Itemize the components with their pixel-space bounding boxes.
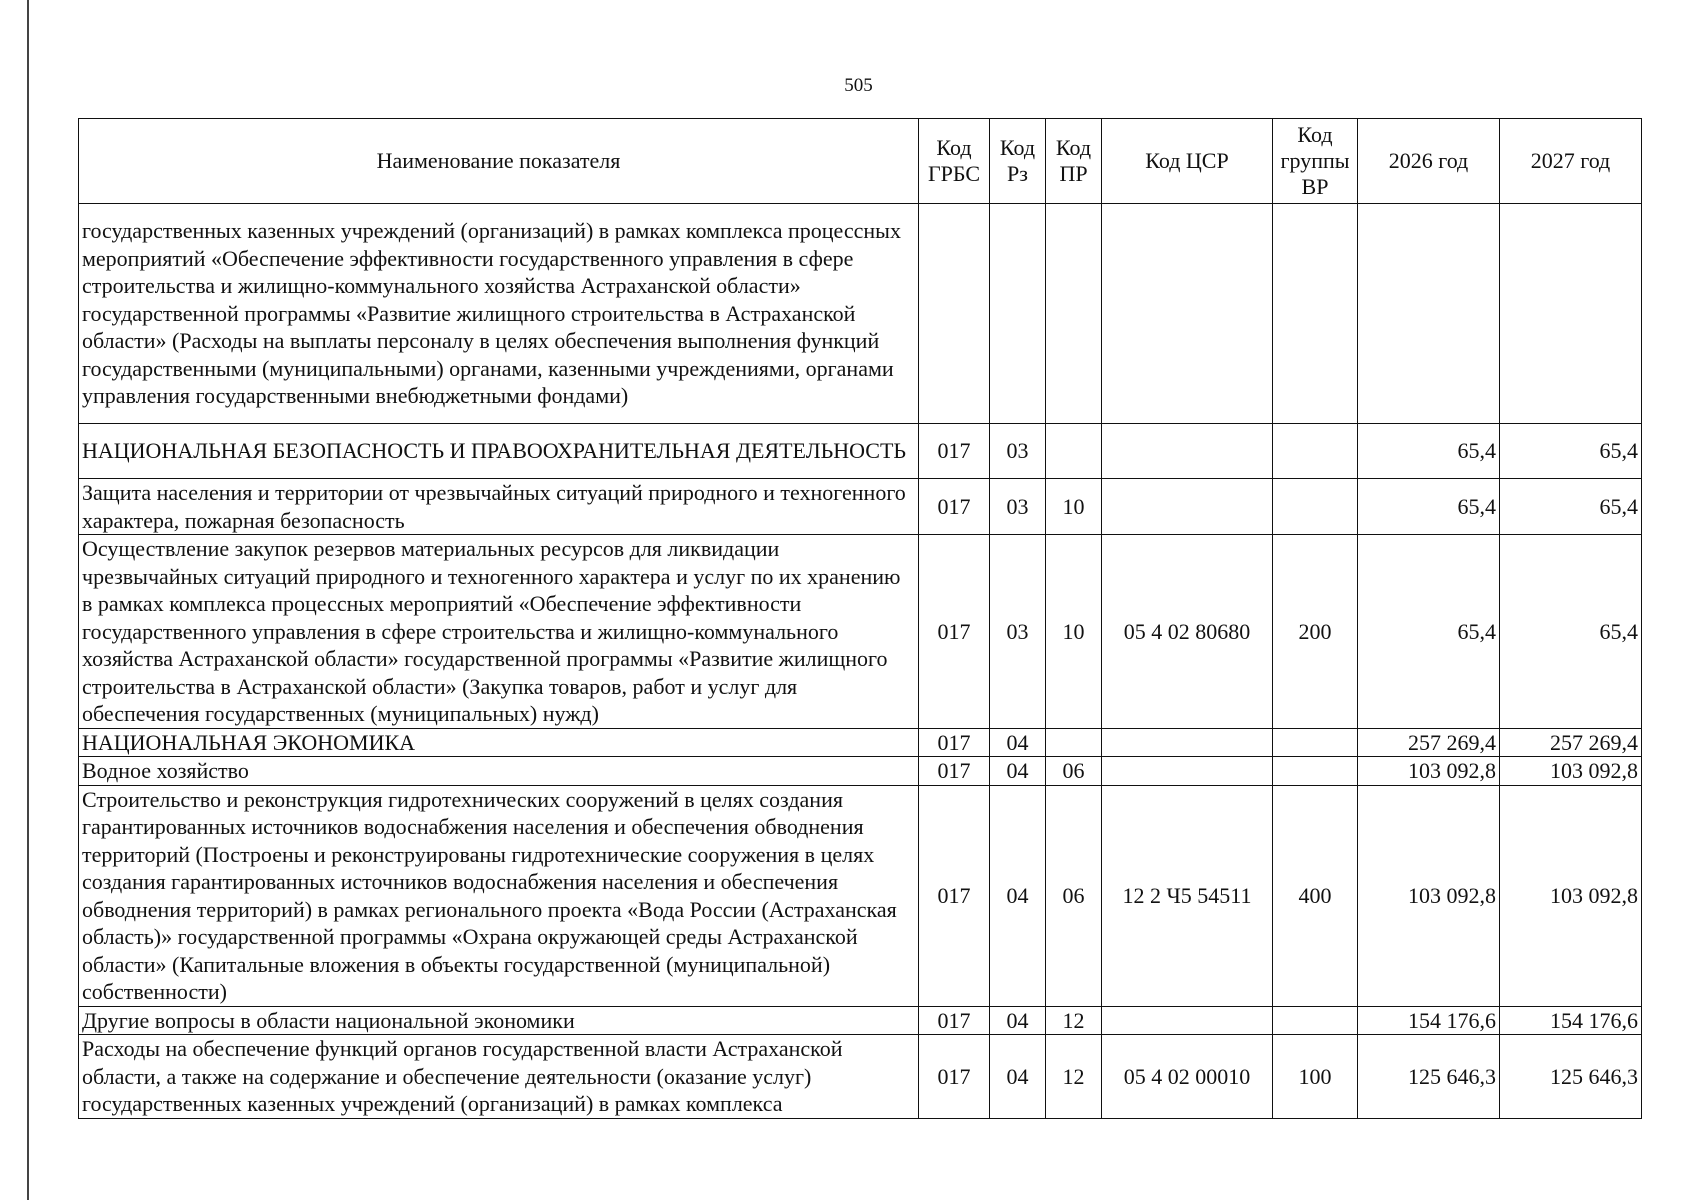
cell-2026: 65,4 — [1358, 535, 1500, 729]
cell-name: Другие вопросы в области национальной экономики — [79, 1006, 919, 1035]
cell-grbs — [919, 204, 990, 424]
cell-csr: 05 4 02 00010 — [1102, 1035, 1273, 1119]
cell-pr: 10 — [1046, 479, 1102, 535]
cell-name: государственных казенных учреждений (организаций) в рамках комплекса процессных мероприятий «Обеспечение эффективности государственного управления в сфере строительства и жилищно-коммунального хозяйства Астраханской области» государственной программы «Развитие жилищного строительства в Астраханской области» (Расходы на выплаты персоналу в целях обеспечения выполнения функций государственными (муниципальными) органами, казенными учреждениями, органами управления государственными внебюджетными фондами) — [79, 204, 919, 424]
cell-pr: 12 — [1046, 1035, 1102, 1119]
cell-name: Расходы на обеспечение функций органов государственной власти Астраханской области, а также на содержание и обеспечение деятельности (оказание услуг) государственных казенных учреждений (организаций) в рамках комплекса — [79, 1035, 919, 1119]
table-row — [79, 757, 1642, 786]
cell-csr: 05 4 02 80680 — [1102, 535, 1273, 729]
cell-pr — [1046, 204, 1102, 424]
cell-2026 — [1358, 204, 1500, 424]
cell-rz — [990, 204, 1046, 424]
cell-name: Строительство и реконструкция гидротехнических сооружений в целях создания гарантированных источников водоснабжения населения и обеспечения обводнения территорий (Построены и реконструированы гидротехнические сооружения в целях создания гарантированных источников водоснабжения населения и обеспечения обводнения территорий) в рамках регионального проекта «Вода России (Астраханская область)» государственной программы «Охрана окружающей среды Астраханской области» (Капитальные вложения в объекты государственной (муниципальной) собственности) — [79, 785, 919, 1006]
cell-vr: 400 — [1273, 785, 1358, 1006]
cell-2026: 103 092,8 — [1358, 785, 1500, 1006]
cell-2027: 125 646,3 — [1500, 1035, 1642, 1119]
cell-csr: 12 2 Ч5 54511 — [1102, 785, 1273, 1006]
table-row — [79, 535, 1642, 729]
cell-2026: 257 269,4 — [1358, 728, 1500, 757]
cell-vr — [1273, 424, 1358, 479]
cell-2027: 65,4 — [1500, 479, 1642, 535]
cell-grbs: 017 — [919, 1006, 990, 1035]
cell-name: Защита населения и территории от чрезвычайных ситуаций природного и техногенного характера, пожарная безопасность — [79, 479, 919, 535]
cell-2026: 125 646,3 — [1358, 1035, 1500, 1119]
cell-rz: 04 — [990, 757, 1046, 786]
cell-2027: 103 092,8 — [1500, 757, 1642, 786]
header-rz: Код Рз — [990, 119, 1046, 204]
table-row — [79, 1035, 1642, 1119]
budget-table — [78, 118, 1642, 1119]
cell-rz: 04 — [990, 785, 1046, 1006]
cell-pr — [1046, 424, 1102, 479]
page-number: 505 — [844, 75, 873, 96]
cell-csr — [1102, 424, 1273, 479]
cell-rz: 04 — [990, 1035, 1046, 1119]
cell-2027: 65,4 — [1500, 424, 1642, 479]
cell-pr: 10 — [1046, 535, 1102, 729]
cell-2027: 257 269,4 — [1500, 728, 1642, 757]
header-vr: Код группы ВР — [1273, 119, 1358, 204]
table-row — [79, 728, 1642, 757]
cell-rz: 04 — [990, 728, 1046, 757]
cell-grbs: 017 — [919, 757, 990, 786]
header-2026: 2026 год — [1358, 119, 1500, 204]
cell-pr: 06 — [1046, 757, 1102, 786]
cell-name: Водное хозяйство — [79, 757, 919, 786]
header-2027: 2027 год — [1500, 119, 1642, 204]
cell-2027: 103 092,8 — [1500, 785, 1642, 1006]
cell-csr — [1102, 728, 1273, 757]
cell-grbs: 017 — [919, 479, 990, 535]
cell-vr: 200 — [1273, 535, 1358, 729]
cell-vr — [1273, 1006, 1358, 1035]
cell-2027: 154 176,6 — [1500, 1006, 1642, 1035]
table-row — [79, 204, 1642, 424]
cell-2026: 103 092,8 — [1358, 757, 1500, 786]
cell-name: Осуществление закупок резервов материальных ресурсов для ликвидации чрезвычайных ситуаций природного и техногенного характера и услуг по их хранению в рамках комплекса процессных мероприятий «Обеспечение эффективности государственного управления в сфере строительства и жилищно-коммунального хозяйства Астраханской области» государственной программы «Развитие жилищного строительства в Астраханской области» (Закупка товаров, работ и услуг для обеспечения государственных (муниципальных) нужд) — [79, 535, 919, 729]
cell-2026: 65,4 — [1358, 424, 1500, 479]
cell-grbs: 017 — [919, 535, 990, 729]
cell-grbs: 017 — [919, 785, 990, 1006]
cell-pr: 12 — [1046, 1006, 1102, 1035]
cell-vr — [1273, 757, 1358, 786]
cell-2026: 154 176,6 — [1358, 1006, 1500, 1035]
cell-2026: 65,4 — [1358, 479, 1500, 535]
cell-csr — [1102, 757, 1273, 786]
table-row — [79, 424, 1642, 479]
cell-2027 — [1500, 204, 1642, 424]
header-name: Наименование показателя — [79, 119, 919, 204]
cell-csr — [1102, 479, 1273, 535]
binding-margin-line — [27, 0, 29, 1200]
cell-csr — [1102, 204, 1273, 424]
table-row — [79, 1006, 1642, 1035]
cell-csr — [1102, 1006, 1273, 1035]
header-pr: Код ПР — [1046, 119, 1102, 204]
cell-name: НАЦИОНАЛЬНАЯ ЭКОНОМИКА — [79, 728, 919, 757]
table-row — [79, 479, 1642, 535]
header-csr: Код ЦСР — [1102, 119, 1273, 204]
cell-vr — [1273, 479, 1358, 535]
cell-pr: 06 — [1046, 785, 1102, 1006]
cell-grbs: 017 — [919, 728, 990, 757]
cell-name: НАЦИОНАЛЬНАЯ БЕЗОПАСНОСТЬ И ПРАВООХРАНИТЕЛЬНАЯ ДЕЯТЕЛЬНОСТЬ — [79, 424, 919, 479]
cell-grbs: 017 — [919, 424, 990, 479]
cell-2027: 65,4 — [1500, 535, 1642, 729]
cell-vr: 100 — [1273, 1035, 1358, 1119]
cell-rz: 04 — [990, 1006, 1046, 1035]
cell-rz: 03 — [990, 535, 1046, 729]
cell-vr — [1273, 204, 1358, 424]
cell-pr — [1046, 728, 1102, 757]
header-grbs: Код ГРБС — [919, 119, 990, 204]
cell-vr — [1273, 728, 1358, 757]
cell-grbs: 017 — [919, 1035, 990, 1119]
table-header-row — [79, 119, 1642, 204]
table-row — [79, 785, 1642, 1006]
cell-rz: 03 — [990, 479, 1046, 535]
cell-rz: 03 — [990, 424, 1046, 479]
